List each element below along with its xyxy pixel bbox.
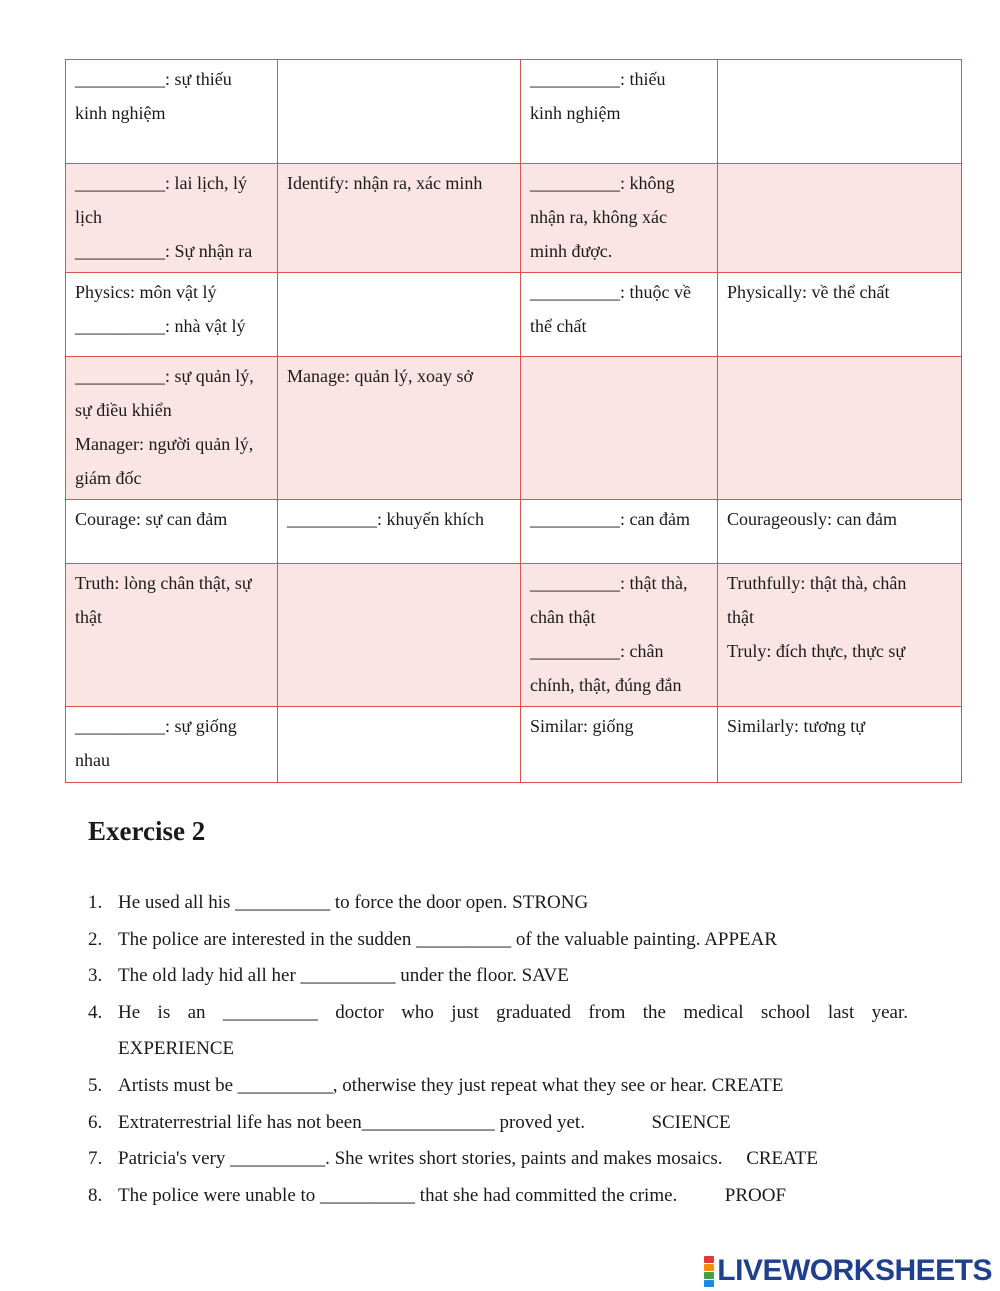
exercise-number: 6. (88, 1111, 103, 1133)
cell-text: kinh nghiệm (75, 103, 166, 123)
cell-text: __________: sự giống (75, 716, 237, 736)
exercise-text: Extraterrestrial life has not been______________ proved yet. SCIENCE (118, 1111, 731, 1133)
table-cell (521, 164, 718, 273)
table-cell (278, 564, 521, 707)
logo-square (704, 1264, 714, 1271)
cell-text: kinh nghiệm (530, 103, 621, 123)
cell-text: chân thật (530, 607, 596, 627)
table-row (66, 164, 962, 273)
cell-text: __________: thiếu (530, 69, 666, 89)
table-cell (278, 60, 521, 164)
table-cell (66, 164, 278, 273)
table-cell (521, 564, 718, 707)
cell-text: thật (727, 607, 754, 627)
logo-square (704, 1256, 714, 1263)
exercise-item (88, 885, 908, 922)
table-row (66, 60, 962, 164)
cell-text: thể chất (530, 316, 587, 336)
cell-text: __________: sự thiếu (75, 69, 232, 89)
cell-text: Truth: lòng chân thật, sự (75, 573, 252, 593)
table-cell (521, 357, 718, 500)
cell-text: nhau (75, 750, 110, 770)
cell-text: chính, thật, đúng đắn (530, 675, 682, 695)
cell-text: __________: không (530, 173, 675, 193)
cell-text: Identify: nhận ra, xác minh (287, 173, 483, 193)
exercise-number: 5. (88, 1074, 103, 1096)
liveworksheets-brand (704, 1254, 992, 1288)
table-row (66, 357, 962, 500)
exercise-list (88, 885, 908, 1214)
table-cell (278, 273, 521, 357)
brand-text: LIVEWORKSHEETS (717, 1254, 992, 1287)
table-cell (278, 164, 521, 273)
cell-text: giám đốc (75, 468, 142, 488)
table-cell (718, 164, 962, 273)
table-cell (521, 273, 718, 357)
cell-text: Truthfully: thật thà, chân (727, 573, 907, 593)
table-cell (718, 60, 962, 164)
exercise-item (88, 1068, 908, 1105)
cell-text: Courage: sự can đảm (75, 509, 228, 529)
table-cell (718, 707, 962, 783)
table-cell (718, 273, 962, 357)
table-row (66, 500, 962, 564)
table-cell (521, 707, 718, 783)
table-cell (718, 564, 962, 707)
table-cell (278, 357, 521, 500)
cell-text: Courageously: can đảm (727, 509, 897, 529)
exercise-number: 4. (88, 1001, 103, 1023)
liveworksheets-logo-icon (704, 1256, 714, 1287)
exercise-text: The old lady hid all her __________ under the floor. SAVE (118, 965, 569, 987)
exercise-text: Patricia's very __________. She writes short stories, paints and makes mosaics. CREATE (118, 1148, 818, 1170)
table-cell (66, 500, 278, 564)
exercise-text: Artists must be __________, otherwise they just repeat what they see or hear. CREATE (118, 1074, 784, 1096)
cell-text: __________: sự quản lý, (75, 366, 254, 386)
cell-text: Similar: giống (530, 716, 634, 736)
table-row (66, 564, 962, 707)
table-cell (718, 500, 962, 564)
exercise-number: 7. (88, 1148, 103, 1170)
exercise-item (88, 922, 908, 959)
cell-text: Physically: về thể chất (727, 282, 890, 302)
cell-text: Similarly: tương tự (727, 716, 866, 736)
cell-text: __________: khuyến khích (287, 509, 484, 529)
cell-text: Physics: môn vật lý (75, 282, 217, 302)
cell-text: lịch (75, 207, 102, 227)
exercise-number: 8. (88, 1184, 103, 1206)
cell-text: __________: thuộc về (530, 282, 691, 302)
cell-text: nhận ra, không xác (530, 207, 667, 227)
table-cell (278, 707, 521, 783)
exercise-text: The police were unable to __________ that she had committed the crime. PROOF (118, 1184, 787, 1206)
exercise-item (88, 1141, 908, 1178)
exercise-title: Exercise 2 (88, 816, 206, 846)
exercise-number: 1. (88, 892, 103, 913)
exercise-item (88, 1178, 908, 1215)
exercise-number: 3. (88, 965, 103, 987)
cell-text: minh được. (530, 241, 613, 261)
exercise-number: 2. (88, 928, 103, 950)
exercise-text: He used all his __________ to force the door open. STRONG (118, 892, 589, 913)
table-cell (278, 500, 521, 564)
table-cell (66, 707, 278, 783)
cell-text: sự điều khiển (75, 400, 172, 420)
cell-text: Truly: đích thực, thực sự (727, 641, 906, 661)
table-row (66, 273, 962, 357)
logo-square (704, 1272, 714, 1279)
cell-text: __________: thật thà, (530, 573, 688, 593)
table-cell (66, 60, 278, 164)
exercise-text: The police are interested in the sudden __________ of the valuable painting. APPEAR (118, 928, 778, 950)
cell-text: __________: Sự nhận ra (75, 241, 253, 261)
table-cell (521, 60, 718, 164)
cell-text: __________: chân (530, 641, 664, 661)
cell-text: Manage: quản lý, xoay sở (287, 366, 473, 386)
cell-text: __________: nhà vật lý (75, 316, 246, 336)
table-cell (66, 273, 278, 357)
table-cell (521, 500, 718, 564)
cell-text: __________: lai lịch, lý (75, 173, 247, 193)
table-cell (66, 357, 278, 500)
exercise-text: He is an __________ doctor who just graduated from the medical school last year. (118, 1001, 908, 1023)
exercise-item (88, 958, 908, 995)
table-row (66, 707, 962, 783)
table-cell (66, 564, 278, 707)
exercise-item (88, 1105, 908, 1142)
exercise-keyword: EXPERIENCE (118, 1038, 235, 1060)
cell-text: __________: can đảm (530, 509, 690, 529)
cell-text: thật (75, 607, 102, 627)
exercise-item (88, 995, 908, 1068)
word-formation-table (65, 59, 962, 783)
table-cell (718, 357, 962, 500)
cell-text: Manager: người quản lý, (75, 434, 254, 454)
logo-square (704, 1280, 714, 1287)
